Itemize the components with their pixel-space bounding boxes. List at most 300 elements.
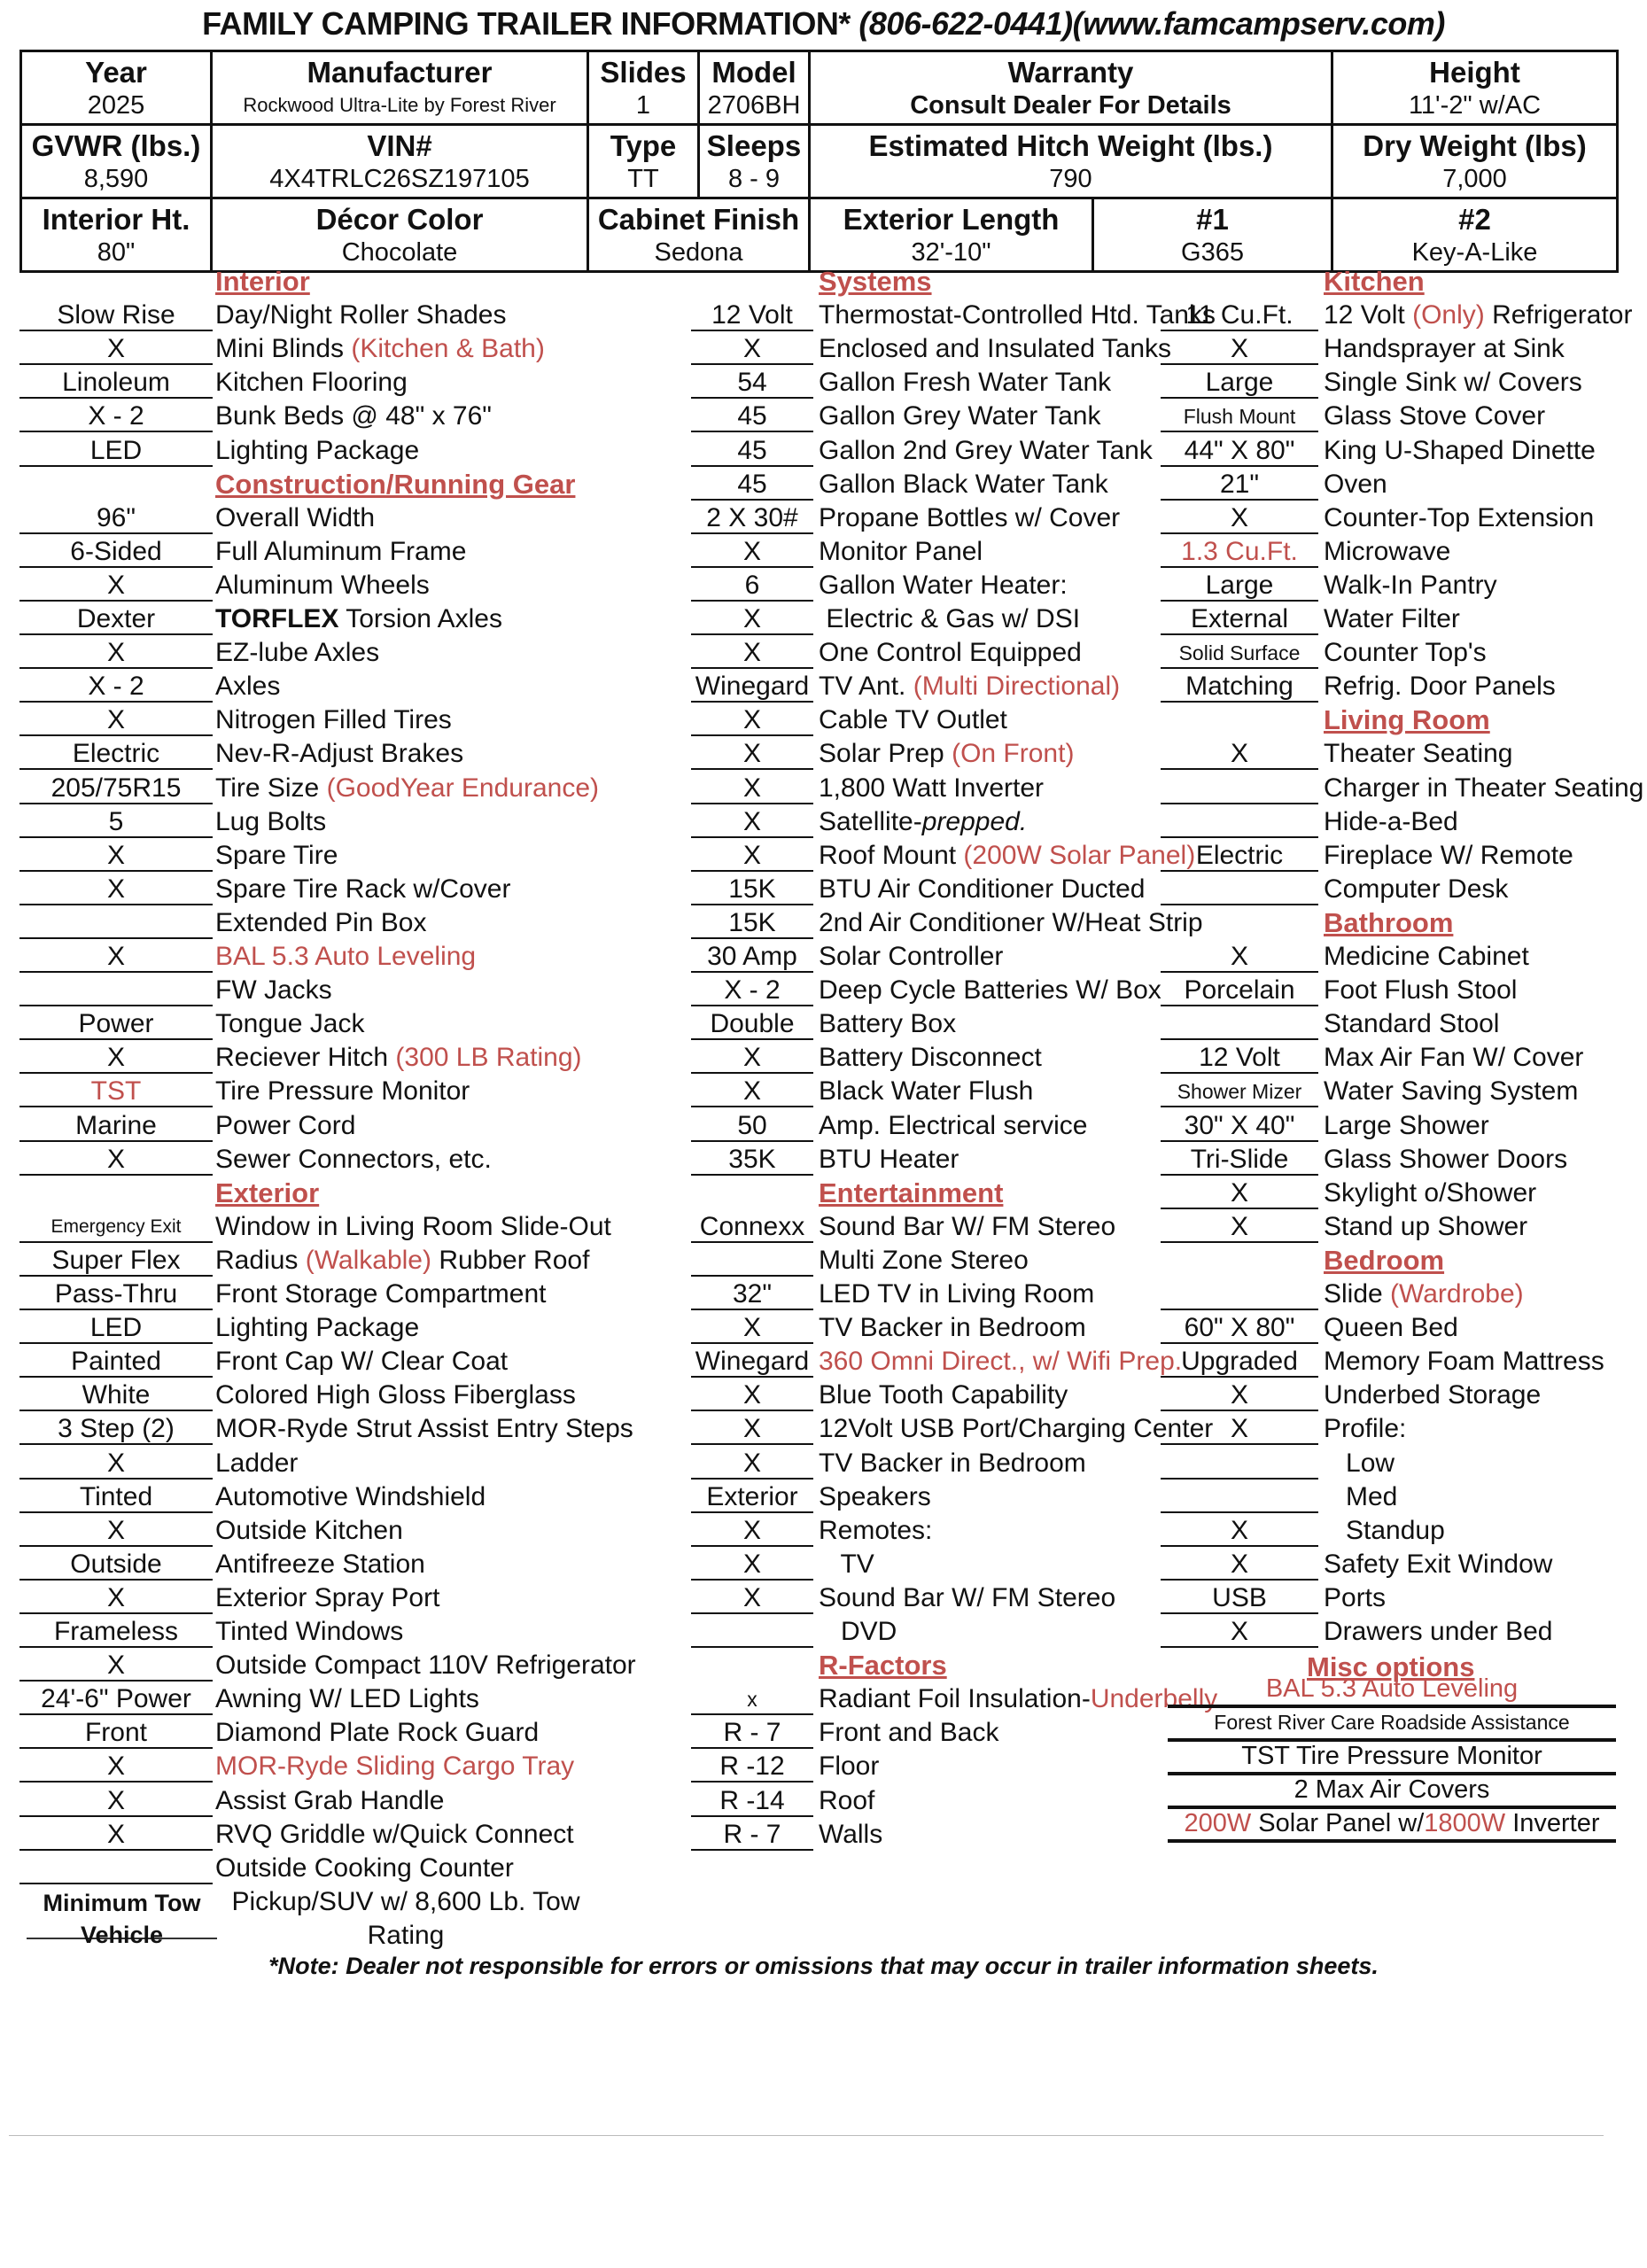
spec-label [1324, 874, 1508, 905]
label-text: Low [1324, 1448, 1395, 1478]
label-text: Awning W/ LED Lights [215, 1684, 479, 1714]
label-text: Computer Desk [1324, 874, 1509, 904]
spec-cell: Warranty Consult Dealer For Details [810, 51, 1332, 125]
spec-value: 1.3 Cu.Ft. [1161, 536, 1318, 568]
label-text: Inverter [1505, 1809, 1600, 1838]
spec-value: Matching [1161, 671, 1318, 703]
spec-label [819, 840, 1195, 872]
section-heading: Exterior [215, 1177, 320, 1208]
spec-line [0, 941, 656, 975]
spec-label [819, 806, 1027, 838]
spec-label [215, 1008, 364, 1040]
label-text: TV Ant. [819, 672, 913, 702]
spec-cell: Manufacturer Rockwood Ultra-Lite by Forest River [212, 51, 588, 125]
label-text: Skylight o/Shower [1324, 1177, 1537, 1208]
trailer-spec-table [19, 50, 1619, 273]
spec-line [691, 671, 1169, 704]
spec-value: X [1161, 1379, 1318, 1411]
spec-value: 15K [691, 907, 813, 939]
spec-value: X [691, 1076, 813, 1107]
spec-line [1161, 1110, 1621, 1144]
spec-value: R -12 [691, 1751, 813, 1783]
spec-line [0, 671, 656, 704]
spec-line [0, 536, 656, 570]
spec-value: X [19, 704, 213, 736]
spec-label [1324, 570, 1497, 602]
spec-line [0, 1144, 656, 1177]
spec-label [1324, 400, 1545, 432]
label-text: Hide-a-Bed [1324, 806, 1458, 836]
spec-label [819, 738, 1074, 770]
spec-value: Electric [19, 738, 213, 770]
spec-label [215, 874, 510, 905]
spec-value: Linoleum [19, 367, 213, 399]
spec-value: X [19, 1785, 213, 1817]
spec-line [0, 1819, 656, 1852]
label-text: Tire Pressure Monitor [215, 1076, 470, 1107]
spec-value: 15K [691, 874, 813, 905]
misc-option-item [1168, 1807, 1616, 1843]
spec-line [0, 603, 656, 637]
spec-label [1324, 435, 1596, 467]
spec-label [215, 1582, 439, 1614]
spec-line [1161, 400, 1621, 434]
spec-line [0, 1346, 656, 1379]
spec-value: Electric [1161, 840, 1318, 872]
label-text: Refrig. Door Panels [1324, 672, 1556, 702]
spec-label [819, 1549, 874, 1581]
spec-line [691, 773, 1169, 806]
label-text: Drawers under Bed [1324, 1617, 1553, 1646]
label-text: Radius [215, 1245, 306, 1275]
spec-value: USB [1161, 1582, 1318, 1614]
section-heading: Living Room [1324, 704, 1490, 736]
label-text: Assist Grab Handle [215, 1785, 445, 1815]
spec-label [819, 975, 1161, 1006]
spec-line [0, 874, 656, 907]
spec-line [0, 975, 656, 1008]
spec-line [0, 773, 656, 806]
label-text: BTU Air Conditioner Ducted [819, 874, 1146, 904]
spec-label [1324, 773, 1643, 804]
spec-label [1324, 1110, 1489, 1142]
spec-value: White [19, 1379, 213, 1411]
spec-label [215, 502, 375, 534]
spec-line [691, 1448, 1169, 1481]
spec-label [215, 671, 280, 703]
bottom-rule [9, 2135, 1604, 2136]
misc-option-item [1168, 1774, 1616, 1809]
spec-value: X [1161, 1177, 1318, 1209]
label-text: Extended Pin Box [215, 907, 427, 937]
label-text: Outside Kitchen [215, 1515, 403, 1545]
label-text: Outside Compact 110V Refrigerator [215, 1651, 636, 1681]
spec-label [215, 738, 463, 770]
label-text: Antifreeze Station [215, 1549, 425, 1579]
spec-label [215, 1717, 539, 1749]
spec-label [1324, 806, 1458, 838]
spec-line [691, 1683, 1218, 1717]
label-text: LED TV in Living Room [819, 1279, 1095, 1309]
spec-value: X [1161, 1549, 1318, 1581]
spec-line [1161, 1481, 1621, 1515]
spec-label [215, 1144, 492, 1176]
spec-line [0, 907, 656, 941]
spec-line [691, 1379, 1169, 1413]
spec-line [0, 704, 656, 738]
spec-line [1161, 1312, 1621, 1346]
spec-line [691, 1616, 1169, 1650]
spec-label [1324, 1379, 1541, 1411]
spec-label [819, 1278, 1094, 1310]
spec-line [691, 299, 1216, 333]
spec-label [1324, 671, 1556, 703]
spec-line [0, 1650, 656, 1683]
label-text: Standup [1324, 1515, 1445, 1545]
spec-line [691, 1110, 1169, 1144]
label-text: Single Sink w/ Covers [1324, 368, 1582, 398]
spec-line [691, 975, 1169, 1008]
spec-label [215, 1346, 508, 1378]
spec-value: Frameless [19, 1616, 213, 1648]
label-text: Gallon Water Heater: [819, 570, 1068, 600]
spec-label [215, 333, 545, 365]
spec-label [1324, 1278, 1524, 1310]
spec-value: R - 7 [691, 1717, 813, 1749]
tow-text-line1: Pickup/SUV w/ 8,600 Lb. Tow [231, 1887, 580, 1916]
section-heading-row [0, 469, 656, 502]
spec-value: x [691, 1683, 813, 1715]
spec-value [1161, 1481, 1318, 1513]
spec-value: External [1161, 603, 1318, 635]
label-text: Sound Bar W/ FM Stereo [819, 1582, 1116, 1612]
spec-line [1161, 1042, 1621, 1076]
spec-line [1161, 738, 1621, 772]
spec-label [215, 1448, 298, 1480]
spec-value: X [691, 1312, 813, 1344]
label-text: Tongue Jack [215, 1009, 365, 1039]
label-text: Front and Back [819, 1718, 999, 1748]
label-text: RVQ Griddle w/Quick Connect [215, 1819, 574, 1849]
spec-line [1161, 333, 1621, 367]
label-text: Foot Flush Stool [1324, 975, 1518, 1006]
spec-line [691, 1413, 1214, 1447]
spec-label [215, 1852, 514, 1884]
spec-label [819, 603, 1080, 635]
spec-line [691, 874, 1169, 907]
spec-cell: #2 Key-A-Like [1332, 198, 1618, 272]
spec-label [819, 1312, 1086, 1344]
label-text: (200W Solar Panel) [963, 840, 1196, 870]
spec-line [0, 1515, 656, 1549]
spec-line [691, 1549, 1169, 1582]
spec-value [1161, 1448, 1318, 1480]
spec-label [1324, 1144, 1567, 1176]
spec-value: LED [19, 435, 213, 467]
label-text: Speakers [819, 1481, 931, 1511]
spec-value: 32" [691, 1278, 813, 1310]
spec-line [691, 637, 1169, 671]
spec-value: Front [19, 1717, 213, 1749]
spec-line [691, 1751, 1169, 1784]
spec-label [819, 1683, 1217, 1715]
spec-line [1161, 806, 1621, 840]
label-text: Battery Box [819, 1009, 957, 1039]
spec-value: Pass-Thru [19, 1278, 213, 1310]
spec-cell: VIN# 4X4TRLC26SZ197105 [212, 125, 588, 198]
label-text: 1800W [1424, 1809, 1506, 1838]
spec-cell: Cabinet Finish Sedona [588, 198, 810, 272]
spec-label [819, 469, 1108, 501]
spec-value: X [691, 1042, 813, 1074]
spec-value: Tri-Slide [1161, 1144, 1318, 1176]
spec-line [691, 907, 1203, 941]
spec-value: 12 Volt [691, 299, 813, 331]
label-text: Slide [1324, 1279, 1391, 1309]
label-text: 2 Max Air Covers [1294, 1775, 1490, 1805]
label-text: Roof Mount [819, 840, 964, 870]
label-text: Deep Cycle Batteries W/ Box [819, 975, 1161, 1006]
label-text: Glass Stove Cover [1324, 401, 1546, 431]
label-text: TV [819, 1549, 874, 1579]
spec-line [1161, 570, 1621, 603]
spec-label [215, 1616, 403, 1648]
spec-line [1161, 1549, 1621, 1582]
spec-label [215, 1379, 576, 1411]
label-text: Amp. Electrical service [819, 1110, 1088, 1140]
spec-label [819, 400, 1100, 432]
label-text: Gallon 2nd Grey Water Tank [819, 435, 1153, 465]
spec-value [19, 975, 213, 1006]
label-text: Automotive Windshield [215, 1481, 486, 1511]
spec-label [819, 637, 1082, 669]
spec-cell: Dry Weight (lbs) 7,000 [1332, 125, 1618, 198]
spec-value [19, 1852, 213, 1884]
spec-line [691, 435, 1169, 469]
label-text: Kitchen Flooring [215, 368, 408, 398]
spec-value: X [1161, 738, 1318, 770]
spec-value [1161, 1008, 1318, 1040]
spec-label [819, 1110, 1087, 1142]
spec-label [215, 435, 419, 467]
spec-cell: Décor Color Chocolate [212, 198, 588, 272]
spec-cell: Exterior Length 32'-10" [810, 198, 1093, 272]
spec-line [691, 1717, 1169, 1751]
label-text: Aluminum Wheels [215, 570, 430, 600]
label-text: Gallon Black Water Tank [819, 469, 1108, 499]
spec-line [691, 941, 1169, 975]
spec-label [819, 704, 1007, 736]
spec-line [0, 637, 656, 671]
spec-value: 12 Volt [1161, 1042, 1318, 1074]
spec-label [1324, 1076, 1578, 1107]
spec-label [215, 1751, 574, 1783]
tow-label-line2: Vehicle [80, 1922, 164, 1948]
spec-line [0, 1042, 656, 1076]
label-text: King U-Shaped Dinette [1324, 435, 1596, 465]
section-heading: Construction/Running Gear [215, 468, 576, 500]
label-text: Propane Bottles w/ Cover [819, 502, 1121, 532]
spec-cell: Slides 1 [588, 51, 699, 125]
spec-label [1324, 637, 1487, 669]
spec-line [691, 1211, 1169, 1245]
spec-value: X [691, 1515, 813, 1547]
label-text: Colored High Gloss Fiberglass [215, 1380, 576, 1410]
label-text: Memory Foam Mattress [1324, 1347, 1604, 1377]
spec-value: X [19, 1448, 213, 1480]
label-text: Battery Disconnect [819, 1043, 1042, 1073]
spec-cell: Estimated Hitch Weight (lbs.) 790 [810, 125, 1332, 198]
spec-label [1324, 738, 1512, 770]
spec-label [819, 1144, 959, 1176]
label-text: Underbed Storage [1324, 1380, 1542, 1410]
spec-label [215, 1278, 547, 1310]
label-text: Walk-In Pantry [1324, 570, 1497, 600]
spec-label [819, 333, 1171, 365]
spec-value: X [19, 1751, 213, 1783]
spec-label [819, 536, 983, 568]
spec-label [1324, 367, 1582, 399]
spec-line [1161, 1515, 1621, 1549]
spec-value: Painted [19, 1346, 213, 1378]
spec-label [1324, 299, 1632, 331]
spec-value: X - 2 [19, 671, 213, 703]
label-text: Tinted Windows [215, 1617, 404, 1646]
spec-label [1324, 1346, 1604, 1378]
spec-label [1324, 840, 1573, 872]
label-text: Axles [215, 672, 281, 702]
label-text: Outside Cooking Counter [215, 1852, 514, 1883]
spec-cell: Year 2025 [21, 51, 212, 125]
spec-label [819, 1448, 1086, 1480]
label-text: Ports [1324, 1582, 1387, 1612]
section-heading-row [1161, 907, 1621, 941]
spec-value [691, 1616, 813, 1648]
label-text: Medicine Cabinet [1324, 942, 1529, 971]
label-text: (Multi Directional) [913, 672, 1121, 702]
spec-value: X [691, 773, 813, 804]
spec-value: 35K [691, 1144, 813, 1176]
spec-label [819, 1211, 1115, 1243]
spec-value: 5 [19, 806, 213, 838]
spec-label [215, 367, 408, 399]
spec-line [691, 1819, 1169, 1852]
label-text: Underbelly [1090, 1684, 1218, 1714]
label-text: Ladder [215, 1448, 299, 1478]
spec-line [0, 1751, 656, 1784]
spec-label [819, 773, 1044, 804]
spec-label [215, 704, 452, 736]
spec-label [215, 400, 492, 432]
spec-line [1161, 874, 1621, 907]
spec-value: 60" X 80" [1161, 1312, 1318, 1344]
spec-value: 6 [691, 570, 813, 602]
spec-label [1324, 1211, 1527, 1243]
label-text: (Walkable) [305, 1245, 431, 1275]
spec-value: R - 7 [691, 1819, 813, 1851]
spec-label [819, 1819, 882, 1851]
spec-line [691, 333, 1172, 367]
spec-label [819, 1008, 956, 1040]
spec-value: 6-Sided [19, 536, 213, 568]
spec-value: X [691, 1582, 813, 1614]
spec-line [0, 333, 656, 367]
spec-value: Solid Surface [1161, 637, 1318, 669]
spec-line [0, 1211, 656, 1245]
spec-line [0, 367, 656, 400]
spec-value: 21" [1161, 469, 1318, 501]
label-text: Multi Zone Stereo [819, 1245, 1029, 1275]
label-text: TV Backer in Bedroom [819, 1313, 1086, 1343]
spec-line [0, 738, 656, 772]
label-text: (Wardrobe) [1390, 1279, 1524, 1309]
spec-line [0, 1717, 656, 1751]
tow-label-line1: Minimum Tow [43, 1890, 201, 1916]
label-text: Black Water Flush [819, 1076, 1034, 1107]
spec-value: X [19, 1819, 213, 1851]
spec-value: X [19, 840, 213, 872]
spec-label [819, 1616, 897, 1648]
spec-value: 2 X 30# [691, 502, 813, 534]
spec-cell: Height 11'-2" w/AC [1332, 51, 1618, 125]
spec-line [1161, 1346, 1621, 1379]
spec-label [819, 1413, 1213, 1445]
section-heading-row [1161, 266, 1621, 299]
spec-label [819, 502, 1120, 534]
spec-line [691, 1245, 1169, 1278]
spec-value: X [691, 840, 813, 872]
spec-cell: Model 2706BH [699, 51, 810, 125]
section-heading: Systems [819, 266, 932, 297]
spec-value: X - 2 [691, 975, 813, 1006]
spec-line [691, 738, 1169, 772]
spec-value [691, 1245, 813, 1277]
label-text: Fireplace W/ Remote [1324, 840, 1573, 870]
label-text: prepped. [921, 806, 1028, 836]
spec-label [819, 874, 1146, 905]
label-text: BAL 5.3 Auto Leveling [1265, 1674, 1519, 1703]
spec-label [819, 1379, 1068, 1411]
label-text: Lug Bolts [215, 806, 327, 836]
spec-line [0, 1785, 656, 1819]
spec-value: X [1161, 1616, 1318, 1648]
spec-value: Super Flex [19, 1245, 213, 1277]
spec-value: X [19, 637, 213, 669]
label-text: Max Air Fan W/ Cover [1324, 1043, 1584, 1073]
spec-value: X [1161, 1413, 1318, 1445]
spec-value: X [691, 1379, 813, 1411]
spec-line [0, 1110, 656, 1144]
spec-line [691, 502, 1169, 536]
spec-value: X [691, 1413, 813, 1445]
spec-label [1324, 941, 1529, 973]
spec-line [1161, 1616, 1621, 1650]
spec-line [691, 469, 1169, 502]
tow-text-line2: Rating [367, 1921, 445, 1950]
spec-label [215, 570, 430, 602]
label-text: (300 LB Rating) [395, 1043, 582, 1073]
spec-value: LED [19, 1312, 213, 1344]
label-text: 1,800 Watt Inverter [819, 773, 1045, 803]
spec-line [0, 1448, 656, 1481]
spec-line [691, 1312, 1169, 1346]
spec-line [0, 435, 656, 469]
label-text: Tire Size [215, 773, 327, 803]
spec-label [215, 1110, 355, 1142]
label-text: Enclosed and Insulated Tanks [819, 334, 1172, 364]
spec-line [1161, 603, 1621, 637]
spec-value: Slow Rise [19, 299, 213, 331]
